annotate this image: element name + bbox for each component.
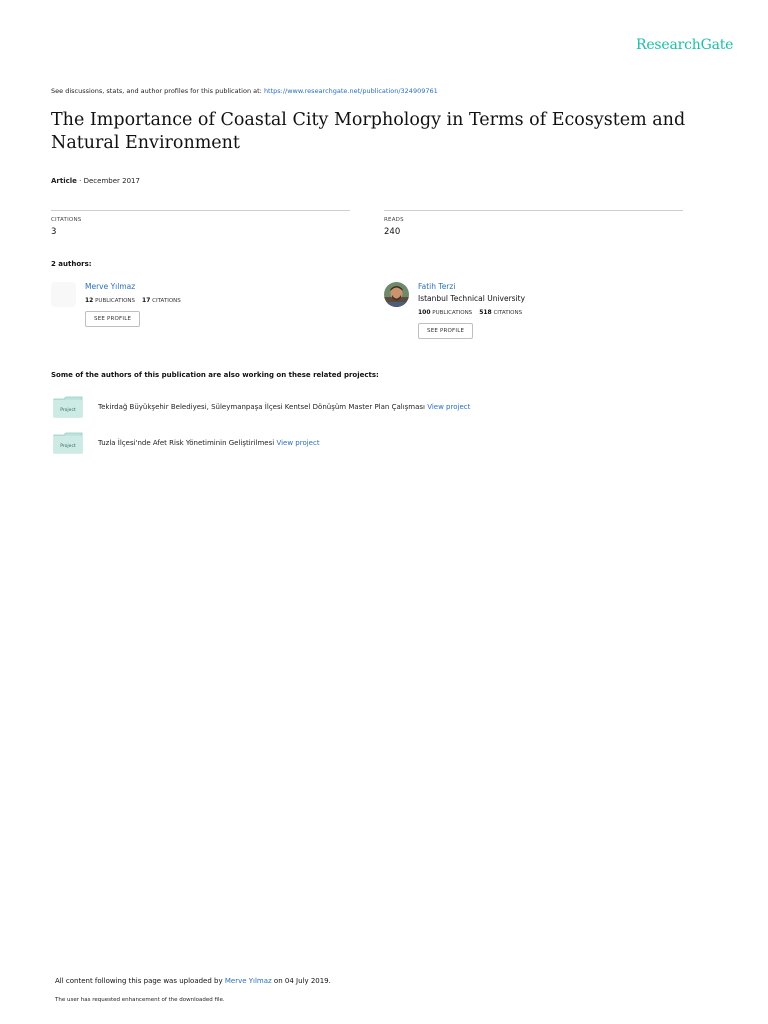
upload-suffix: on 04 July 2019. <box>271 977 331 985</box>
citations-stat <box>51 210 350 237</box>
discussion-prefix: See discussions, stats, and author profiles for this publication at: <box>51 87 264 95</box>
publications-label: PUBLICATIONS <box>432 310 473 316</box>
publications-count: 12 <box>85 297 94 304</box>
view-project-link[interactable]: View project <box>427 403 471 411</box>
citations-value: 3 <box>51 227 57 237</box>
reads-value: 240 <box>384 227 401 237</box>
project-text <box>98 403 470 411</box>
see-profile-button[interactable]: SEE PROFILE <box>85 311 140 327</box>
author-stats <box>85 297 181 304</box>
author-name-link[interactable]: Merve Yılmaz <box>85 282 136 291</box>
project-badge-label: Project <box>60 408 76 413</box>
author-info <box>85 282 181 327</box>
uploader-link[interactable]: Merve Yılmaz <box>224 977 272 985</box>
view-project-link[interactable]: View project <box>276 439 320 447</box>
researchgate-logo[interactable]: ResearchGate <box>636 37 734 53</box>
project-item <box>51 396 731 420</box>
author-citations-label: CITATIONS <box>152 298 181 304</box>
enhancement-note: The user has requested enhancement of the downloaded file. <box>55 997 225 1003</box>
upload-note <box>55 977 331 985</box>
meta-separator: · <box>76 177 84 185</box>
reads-stat <box>384 210 683 237</box>
author-name-link[interactable]: Fatih Terzi <box>418 282 456 291</box>
authors-heading: 2 authors: <box>51 260 92 268</box>
author-info <box>418 282 525 339</box>
reads-label: READS <box>384 217 404 223</box>
publication-type: Article <box>51 177 77 185</box>
citations-label: CITATIONS <box>51 217 82 223</box>
avatar[interactable] <box>384 282 409 307</box>
project-badge-label: Project <box>60 444 76 449</box>
author-citations-count: 17 <box>142 297 151 304</box>
project-folder-icon[interactable] <box>53 432 83 454</box>
avatar-photo <box>384 282 409 307</box>
project-text <box>98 439 320 447</box>
publication-date: December 2017 <box>83 177 140 185</box>
projects-heading: Some of the authors of this publication are also working on these related projects: <box>51 371 379 379</box>
author-institution: Istanbul Technical University <box>418 294 526 303</box>
author-stats <box>418 309 525 316</box>
publications-label: PUBLICATIONS <box>95 298 136 304</box>
project-title: Tuzla İlçesi'nde Afet Risk Yönetiminin Geliştirilmesi <box>98 439 275 447</box>
publication-title: The Importance of Coastal City Morphology in Terms of Ecosystem and Natural Environment <box>51 110 686 153</box>
upload-prefix: All content following this page was uploaded by <box>55 977 225 985</box>
publications-count: 100 <box>418 309 431 316</box>
avatar[interactable] <box>51 282 76 307</box>
author-card <box>384 279 674 349</box>
publication-url-link[interactable]: https://www.researchgate.net/publication/324909761 <box>263 87 438 95</box>
see-profile-button[interactable]: SEE PROFILE <box>418 323 473 339</box>
author-citations-label: CITATIONS <box>493 310 523 316</box>
author-card <box>51 279 341 349</box>
discussion-line <box>51 87 438 95</box>
author-citations-count: 518 <box>479 309 492 316</box>
project-item <box>51 432 731 456</box>
publication-meta <box>51 177 140 185</box>
project-folder-icon[interactable] <box>53 396 83 418</box>
project-title: Tekirdağ Büyükşehir Belediyesi, Süleymanpaşa İlçesi Kentsel Dönüşüm Master Plan Çalışması <box>98 403 425 411</box>
